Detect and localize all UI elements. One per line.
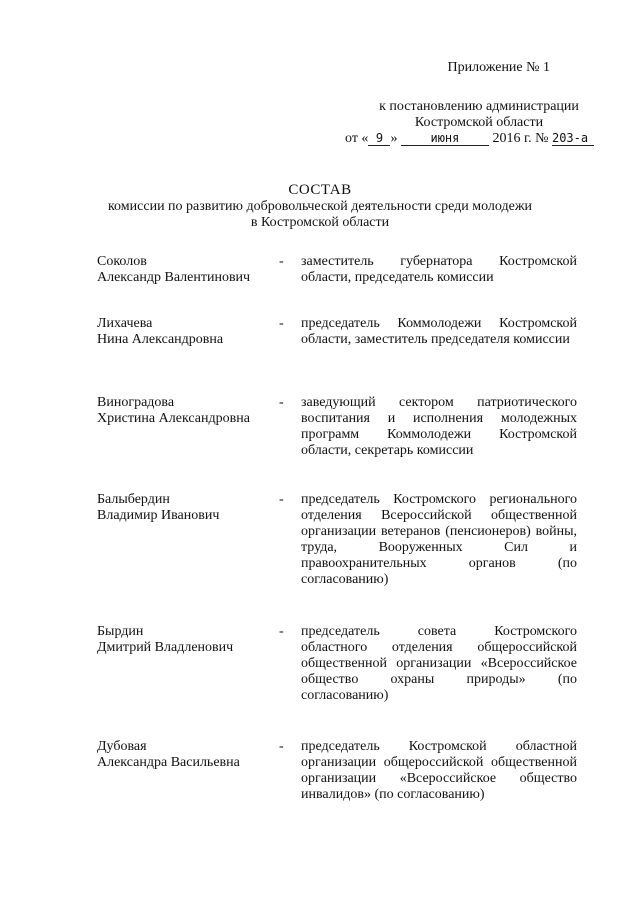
annex-label: Приложение № 1 xyxy=(447,60,550,75)
member-role: председатель Коммолодежи Костромской области, заместитель председателя комиссии xyxy=(301,316,577,347)
date-year: 2016 г. № xyxy=(492,131,549,146)
member-name xyxy=(97,395,275,427)
member-surname: Дубовая xyxy=(97,739,147,754)
member-name xyxy=(97,316,275,348)
member-given-names: Христина Александровна xyxy=(97,411,250,426)
decree-reference xyxy=(363,99,595,131)
date-separator: » xyxy=(390,131,398,146)
member-dash: - xyxy=(279,316,284,331)
member-name xyxy=(97,492,275,524)
date-day: 9 xyxy=(368,131,390,146)
member-given-names: Нина Александровна xyxy=(97,332,224,347)
member-given-names: Дмитрий Владленович xyxy=(97,640,234,655)
member-name xyxy=(97,254,275,286)
member-dash: - xyxy=(279,624,284,639)
title-block xyxy=(60,182,580,231)
member-given-names: Александра Васильевна xyxy=(97,755,240,770)
member-surname: Балыбердин xyxy=(97,492,170,507)
member-surname: Лихачева xyxy=(97,316,153,331)
member-surname: Виноградова xyxy=(97,395,175,410)
member-role: председатель Костромской областной организации общероссийской общественной организации «Всероссийское общество инвалидов» (по согласованию) xyxy=(301,739,577,802)
title-subtitle-line-1: комиссии по развитию добровольческой деятельности среди молодежи xyxy=(107,199,533,214)
member-dash: - xyxy=(279,739,284,754)
date-month: июня xyxy=(401,131,489,146)
member-role: председатель совета Костромского областного отделения общероссийской общественной организации «Всероссийское общество охраны природы» (по согласованию) xyxy=(301,624,577,703)
decree-date-line xyxy=(345,131,605,147)
member-given-names: Александр Валентинович xyxy=(97,270,251,285)
page-title: СОСТАВ xyxy=(288,182,352,198)
title-subtitle-line-2: в Костромской области xyxy=(250,215,390,230)
member-given-names: Владимир Иванович xyxy=(97,508,220,523)
member-name xyxy=(97,624,275,656)
member-surname: Бырдин xyxy=(97,624,144,639)
member-dash: - xyxy=(279,254,284,269)
member-surname: Соколов xyxy=(97,254,147,269)
member-role: заведующий сектором патриотического воспитания и исполнения молодежных программ Коммолодежи Костромской области, секретарь комиссии xyxy=(301,395,577,458)
member-dash: - xyxy=(279,492,284,507)
decree-number: 203-а xyxy=(552,131,594,146)
member-dash: - xyxy=(279,395,284,410)
member-role: заместитель губернатора Костромской области, председатель комиссии xyxy=(301,254,577,285)
decree-line-1: к постановлению администрации xyxy=(379,99,579,114)
decree-line-2: Костромской области xyxy=(414,115,544,130)
member-role: председатель Костромского регионального отделения Всероссийской общественной организации ветеранов (пенсионеров) войны, труда, Вооруженных Сил и правоохранительных органов (по согласованию) xyxy=(301,492,577,587)
date-prefix: от « xyxy=(345,131,369,146)
member-name xyxy=(97,739,275,771)
